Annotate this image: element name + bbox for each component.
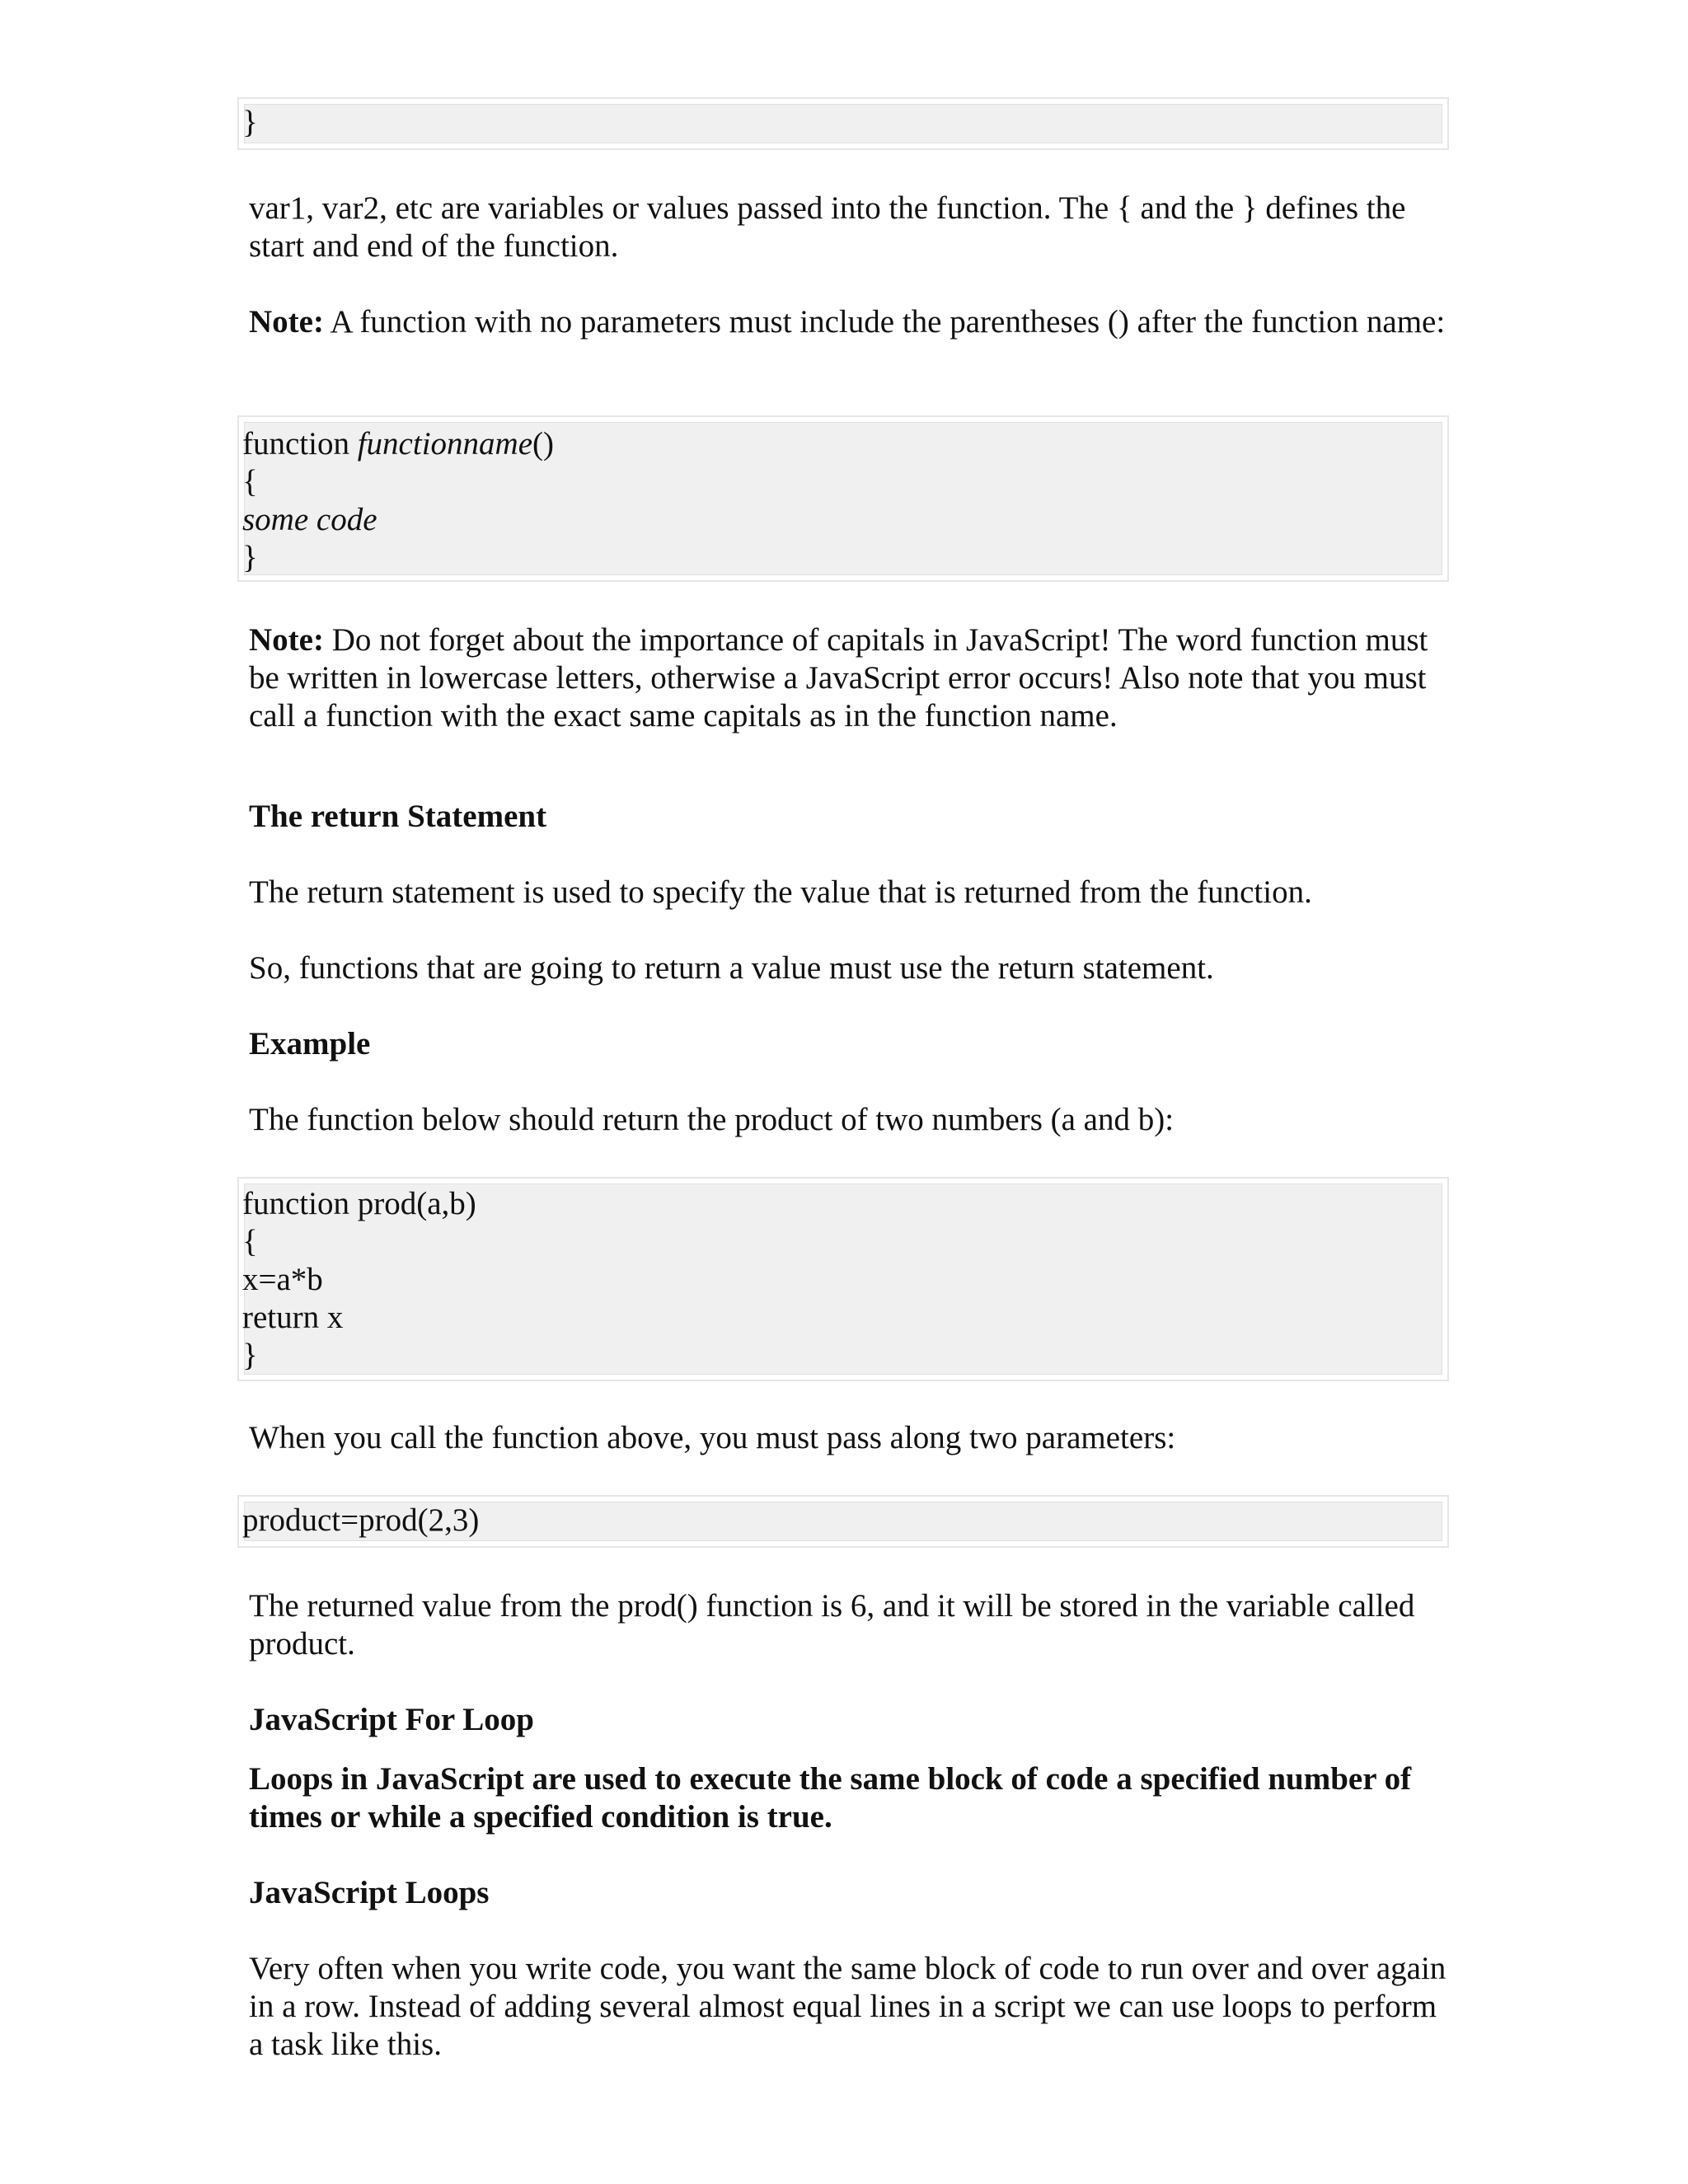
code-line: } [242, 105, 258, 140]
note-label: Note: [249, 304, 324, 340]
code-line: function prod(a,b) [242, 1186, 476, 1221]
note-no-parameters [249, 303, 1452, 341]
code-line: { [242, 1224, 258, 1259]
code-line: } [242, 540, 258, 575]
heading-for-loop: JavaScript For Loop [249, 1702, 534, 1737]
paragraph-return-2: So, functions that are going to return a value must use the return statement. [249, 950, 1214, 986]
heading-loops: JavaScript Loops [249, 1875, 490, 1910]
note-capitals [249, 621, 1452, 735]
code-function-name: functionname [357, 426, 533, 462]
code-line: { [242, 464, 258, 499]
note-label: Note: [249, 622, 324, 658]
paragraph-example: The function below should return the product of two numbers (a and b): [249, 1102, 1175, 1137]
code-line: product=prod(2,3) [242, 1502, 480, 1538]
code-block-closing-brace [237, 97, 1449, 150]
code-line: } [242, 1338, 258, 1373]
code-line: return x [242, 1300, 344, 1335]
code-line: x=a*b [242, 1262, 323, 1297]
note-text: A function with no parameters must include the parentheses () after the function name: [323, 304, 1446, 340]
heading-example: Example [249, 1026, 371, 1062]
code-line: some code [242, 502, 377, 537]
heading-return-statement: The return Statement [249, 799, 547, 834]
code-keyword: function [242, 426, 358, 462]
paragraph-loops-intro: Loops in JavaScript are used to execute the same block of code a specified number of times or while a specified condition is true. [249, 1761, 1412, 1835]
paragraph-return-1: The return statement is used to specify the value that is returned from the function. [249, 874, 1312, 910]
paragraph-returned-value: The returned value from the prod() function is 6, and it will be stored in the variable called product. [249, 1588, 1415, 1661]
paragraph-loops: Very often when you write code, you want the same block of code to run over and over again in a row. Instead of adding several almost equal lines in a script we can use loops to perform a task like this. [249, 1951, 1447, 2062]
code-line [242, 425, 554, 463]
code-parens: () [532, 426, 554, 462]
note-text: Do not forget about the importance of capitals in JavaScript! The word function must be written in lowercase letters, otherwise a JavaScript error occurs! Also note that you must call a function with the exact same capitals as in the function name. [249, 622, 1428, 733]
paragraph-params: var1, var2, etc are variables or values passed into the function. The { and the } defines the start and end of the function. [249, 190, 1406, 264]
paragraph-call: When you call the function above, you must pass along two parameters: [249, 1420, 1176, 1455]
